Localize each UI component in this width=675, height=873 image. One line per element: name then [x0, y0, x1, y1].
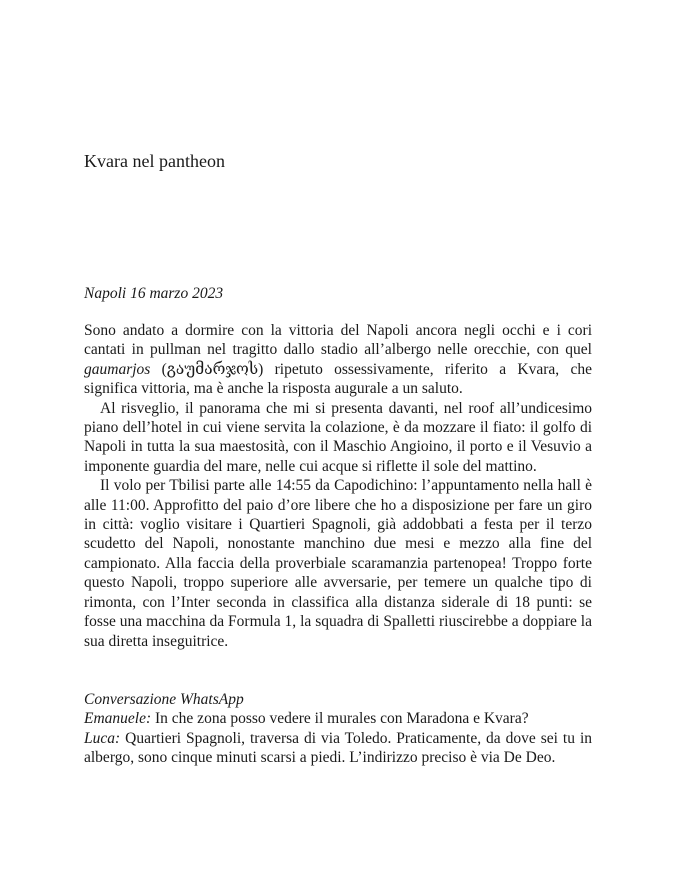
chat-message-text: Quartieri Spagnoli, traversa di via Toledo. Praticamente, da dove sei tu in albergo, sono cinque minuti scarsi a piedi. L’indirizzo preciso è via De Deo.	[84, 729, 592, 767]
paragraph-1	[84, 321, 592, 399]
chapter-title: Kvara nel pantheon	[84, 151, 225, 171]
italic-term: gaumarjos	[84, 360, 151, 378]
conversation-heading: Conversazione WhatsApp	[84, 691, 244, 708]
chat-speaker: Emanuele:	[84, 710, 152, 728]
chat-message	[84, 709, 592, 728]
chat-message	[84, 729, 592, 768]
body-text	[84, 321, 592, 651]
chat-speaker: Luca:	[84, 729, 121, 747]
paragraph-1-end: (გაუმარჯოს) ripetuto ossessivamente, riferito a Kvara, che significa vittoria, ma è anche la risposta augurale a un saluto.	[84, 360, 592, 398]
paragraph-3: Il volo per Tbilisi parte alle 14:55 da Capodichino: l’appuntamento nella hall è alle 11:00. Approfitto del paio d’ore libere che ho a disposizione per fare un giro in città: voglio visitare i Quartieri Spagnoli, già addobbati a festa per il terzo scudetto del Napoli, nonostante manchino due mesi e mezzo alla fine del campionato. Alla faccia della proverbiale scaramanzia partenopea! Troppo forte questo Napoli, troppo superiore alle avversarie, per temere un qualche tipo di rimonta, con l’Inter seconda in classifica alla distanza siderale di 18 punti: se fosse una macchina da Formula 1, la squadra di Spalletti riuscirebbe a doppiare la sua diretta inseguitrice.	[84, 477, 592, 650]
paragraph-2: Al risveglio, il panorama che mi si presenta davanti, nel roof all’undicesimo piano dell’hotel in cui viene servita la colazione, è da mozzare il fiato: il golfo di Napoli in tutta la sua maestosità, con il Maschio Angioino, il porto e il Vesuvio a imponente guardia del mare, nelle cui acque si riflette il sole del mattino.	[84, 399, 592, 475]
chat-message-text: In che zona posso vedere il murales con Maradona e Kvara?	[151, 710, 529, 728]
dateline: Napoli 16 marzo 2023	[84, 285, 224, 302]
whatsapp-conversation	[84, 690, 592, 768]
paragraph-1-start: Sono andato a dormire con la vittoria del Napoli ancora negli occhi e i cori cantati in pullman nel tragitto dallo stadio all’albergo nelle orecchie, con quel	[84, 322, 592, 359]
